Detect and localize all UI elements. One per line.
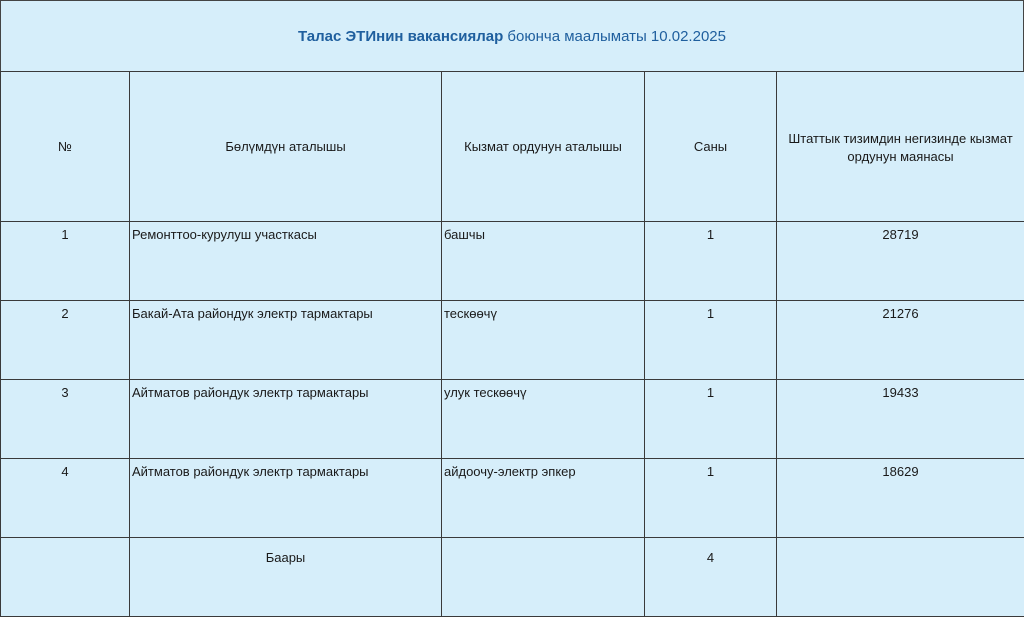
cell-num: 3 xyxy=(1,380,130,459)
table-row xyxy=(1,301,1024,380)
cell-num: 1 xyxy=(1,222,130,301)
cell-dept: Айтматов райондук электр тармактары xyxy=(130,380,442,459)
title-bold: Талас ЭТИнин вакансиялар xyxy=(298,28,503,45)
table-row xyxy=(1,380,1024,459)
cell-salary: 28719 xyxy=(777,222,1024,301)
cell-position: тескөөчү xyxy=(442,301,645,380)
table-row xyxy=(1,459,1024,538)
cell-salary: 18629 xyxy=(777,459,1024,538)
cell-count: 1 xyxy=(645,222,777,301)
cell-dept: Бакай-Ата райондук электр тармактары xyxy=(130,301,442,380)
cell-count: 1 xyxy=(645,459,777,538)
header-salary: Штаттык тизимдин негизинде кызмат ордунун маянасы xyxy=(777,72,1024,222)
cell-position: улук тескөөчү xyxy=(442,380,645,459)
total-row xyxy=(1,538,1024,617)
header-row xyxy=(1,72,1024,222)
vacancy-table xyxy=(0,71,1024,617)
total-label: Баары xyxy=(130,538,442,617)
cell-dept: Айтматов райондук электр тармактары xyxy=(130,459,442,538)
header-num: № xyxy=(1,72,130,222)
total-empty-num xyxy=(1,538,130,617)
page-title xyxy=(0,0,1024,71)
total-count: 4 xyxy=(645,538,777,617)
total-empty-position xyxy=(442,538,645,617)
header-dept: Бөлүмдүн аталышы xyxy=(130,72,442,222)
cell-position: айдоочу-электр эпкер xyxy=(442,459,645,538)
cell-count: 1 xyxy=(645,301,777,380)
cell-salary: 19433 xyxy=(777,380,1024,459)
cell-num: 4 xyxy=(1,459,130,538)
title-rest: боюнча маалыматы 10.02.2025 xyxy=(503,28,726,45)
cell-dept: Ремонттоо-курулуш участкасы xyxy=(130,222,442,301)
header-position: Кызмат ордунун аталышы xyxy=(442,72,645,222)
cell-count: 1 xyxy=(645,380,777,459)
total-empty-salary xyxy=(777,538,1024,617)
table-row xyxy=(1,222,1024,301)
cell-num: 2 xyxy=(1,301,130,380)
cell-position: башчы xyxy=(442,222,645,301)
cell-salary: 21276 xyxy=(777,301,1024,380)
header-count: Саны xyxy=(645,72,777,222)
